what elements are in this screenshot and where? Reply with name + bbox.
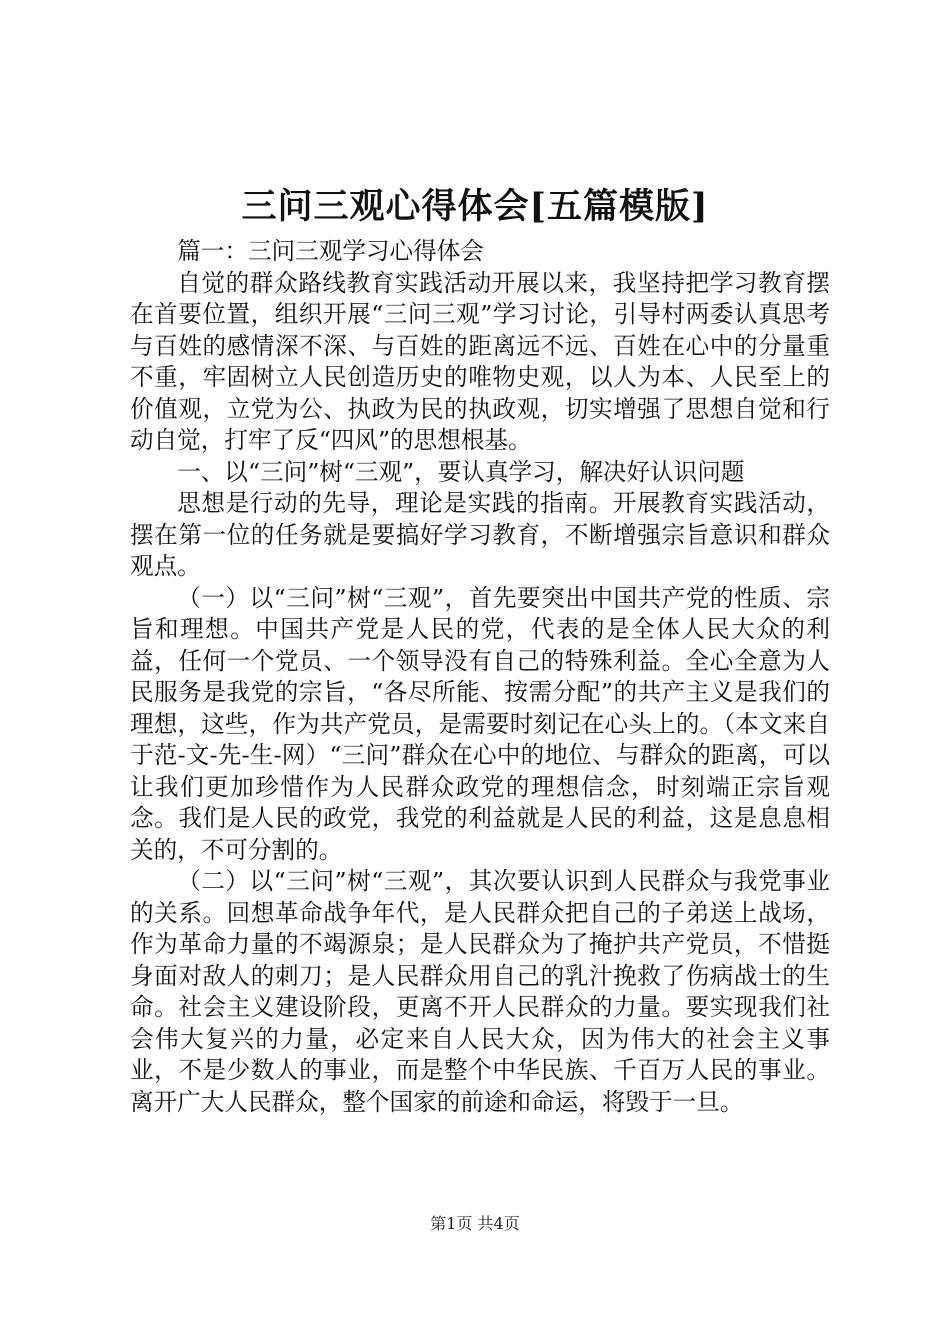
page-number-footer: 第1页 共4页 [430,1214,520,1233]
body-paragraph: （一）以“三问”树“三观”，首先要突出中国共产党的性质、宗旨和理想。中国共产党是人民的党，代表的是全体人民大众的利益，任何一个党员、一个领导没有自己的特殊利益。全心全意为人民服务是我党的宗旨，“各尽所能、按需分配”的共产主义是我们的理想，这些，作为共产党员，是需要时刻记在心头上的。（本文来自于范-文-先-生-网）“三问”群众在心中的地位、与群众的距离，可以让我们更加珍惜作为人民群众政党的理想信念，时刻端正宗旨观念。我们是人民的政党，我党的利益就是人民的利益，这是息息相关的，不可分割的。 [130,583,830,864]
document-body [130,236,830,1118]
document-title: 三问三观心得体会[五篇模版] [241,186,709,227]
body-paragraph: 思想是行动的先导，理论是实践的指南。开展教育实践活动，摆在第一位的任务就是要搞好学习教育，不断增强宗旨意识和群众观点。 [130,489,830,580]
section-heading-part-one: 篇一：三问三观学习心得体会 [177,237,484,265]
section-heading-one: 一、以“三问”树“三观”，要认真学习，解决好认识问题 [177,457,745,486]
body-paragraph: 自觉的群众路线教育实践活动开展以来，我坚持把学习教育摆在首要位置，组织开展“三问三观”学习讨论，引导村两委认真思考与百姓的感情深不深、与百姓的距离远不远、百姓在心中的分量重不重，牢固树立人民创造历史的唯物史观，以人为本、人民至上的价值观，立党为公、执政为民的执政观，切实增强了思想自觉和行动自觉，打牢了反“四风”的思想根基。 [130,268,830,454]
body-paragraph: （二）以“三问”树“三观”，其次要认识到人民群众与我党事业的关系。回想革命战争年代，是人民群众把自己的子弟送上战场，作为革命力量的不竭源泉；是人民群众为了掩护共产党员，不惜挺身面对敌人的刺刀；是人民群众用自己的乳汁挽救了伤病战士的生命。社会主义建设阶段，更离不开人民群众的力量。要实现我们社会伟大复兴的力量，必定来自人民大众，因为伟大的社会主义事业，不是少数人的事业，而是整个中华民族、千百万人民的事业。离开广大人民群众，整个国家的前途和命运，将毁于一旦。 [130,867,830,1116]
